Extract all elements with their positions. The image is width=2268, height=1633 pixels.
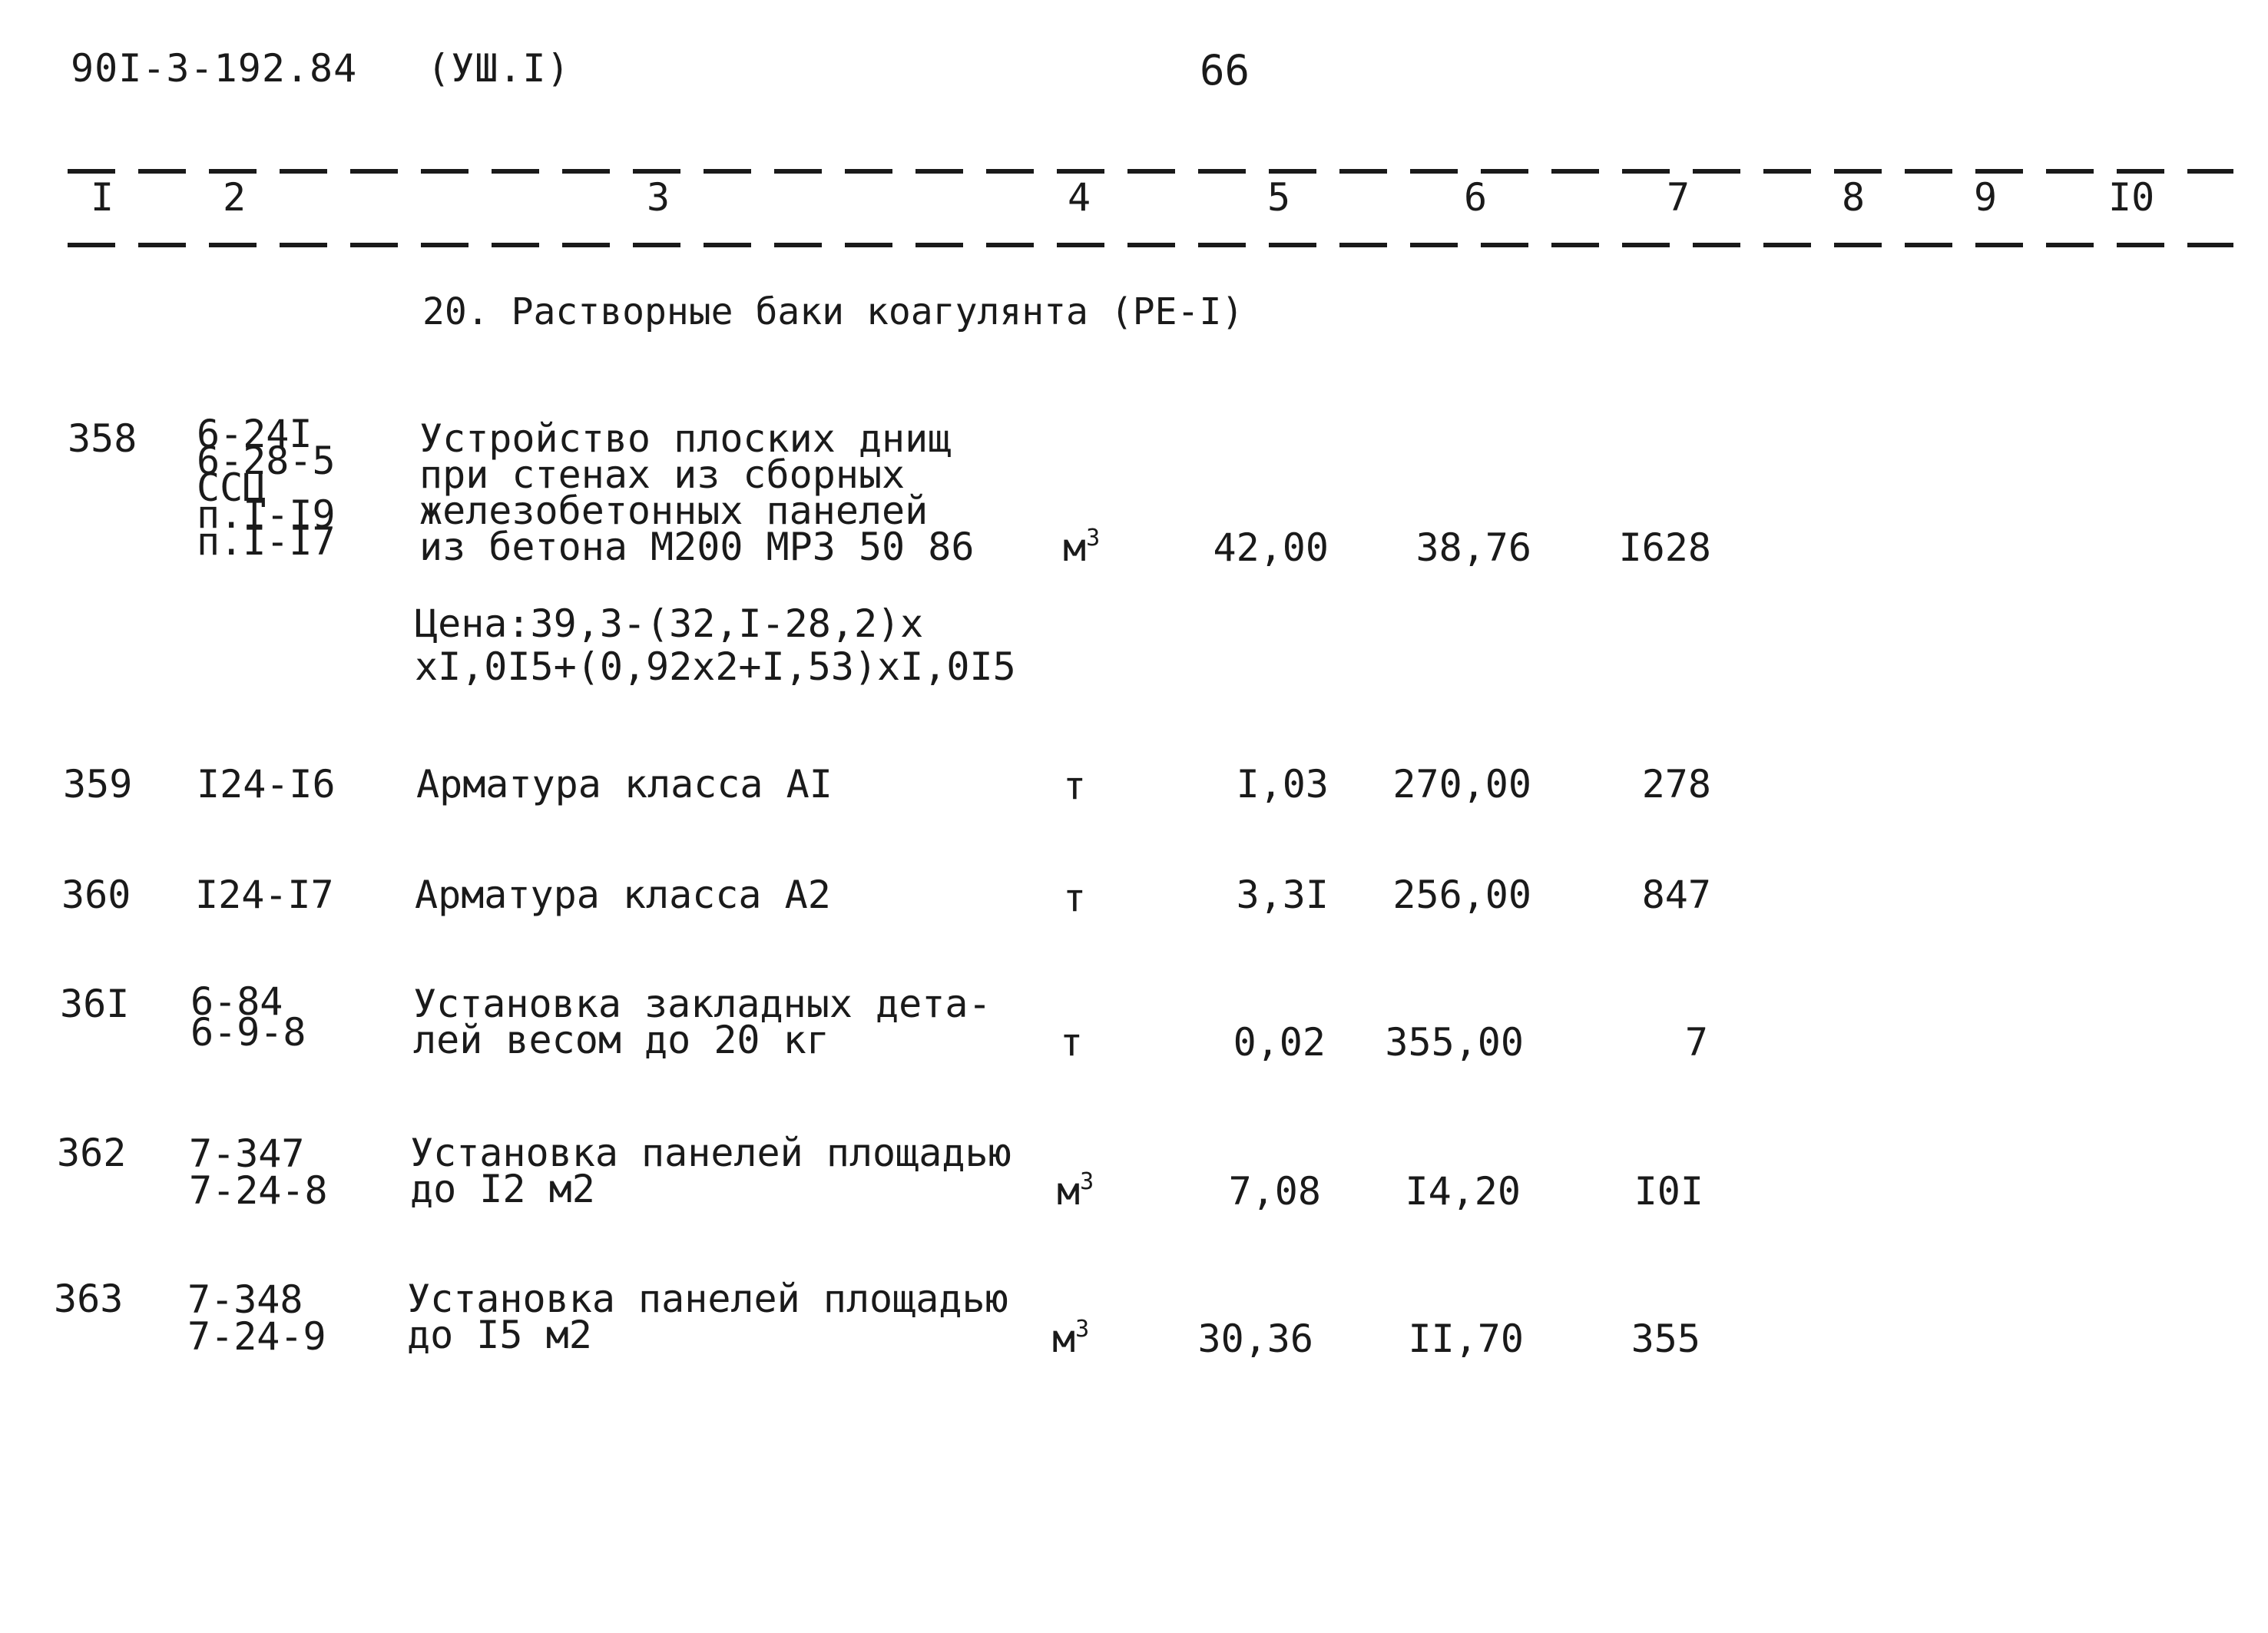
row-number: 363 bbox=[54, 1277, 124, 1321]
row-description: Арматура класса АI bbox=[416, 762, 833, 807]
row-total: 7 bbox=[1684, 1020, 1708, 1065]
row-quantity: I,03 bbox=[1236, 762, 1329, 807]
row-unit: т bbox=[1063, 764, 1087, 808]
page-number: 66 bbox=[1200, 46, 1250, 94]
row-description: Установка панелей площадью до I2 м2 bbox=[410, 1131, 1011, 1211]
album-label: (УШ.I) bbox=[427, 46, 571, 91]
row-unit: $м^3$ bbox=[1052, 1316, 1090, 1361]
column-number-10: I0 bbox=[2108, 175, 2155, 220]
row-total: I0I bbox=[1634, 1169, 1703, 1214]
row-price: II,70 bbox=[1408, 1317, 1524, 1361]
column-number-1: I bbox=[91, 175, 114, 220]
row-price: 355,00 bbox=[1385, 1020, 1524, 1065]
bottom-dashed-rule bbox=[68, 243, 2233, 247]
column-number-4: 4 bbox=[1068, 175, 1091, 220]
row-total: I628 bbox=[1618, 525, 1711, 570]
document-code: 90I-3-192.84 bbox=[71, 46, 358, 91]
row-total: 847 bbox=[1641, 873, 1711, 917]
section-title: 20. Растворные баки коагулянта (РЕ-I) bbox=[422, 290, 1244, 333]
row-unit: $м^3$ bbox=[1057, 1168, 1094, 1214]
row-unit: $м^3$ bbox=[1063, 525, 1101, 570]
row-unit: т bbox=[1063, 876, 1087, 920]
row-codes: 6-84 6-9-8 bbox=[190, 979, 306, 1055]
column-number-5: 5 bbox=[1267, 175, 1291, 220]
row-price: 256,00 bbox=[1392, 873, 1531, 917]
row-total: 278 bbox=[1641, 762, 1711, 807]
row-number: 36I bbox=[60, 982, 130, 1026]
column-number-8: 8 bbox=[1842, 175, 1866, 220]
row-quantity: 0,02 bbox=[1233, 1020, 1326, 1065]
row-number: 360 bbox=[61, 873, 131, 917]
row-price-formula: Цена:39,3-(32,I-28,2)х хI,0I5+(0,92х2+I,53)хI,0I5 bbox=[415, 601, 1016, 689]
row-number: 362 bbox=[57, 1131, 127, 1175]
row-codes: I24-I6 bbox=[197, 762, 336, 807]
row-codes: I24-I7 bbox=[195, 873, 334, 917]
row-quantity: 7,08 bbox=[1228, 1169, 1321, 1214]
column-number-3: 3 bbox=[647, 175, 670, 220]
row-description: Арматура класса А2 bbox=[415, 873, 831, 917]
column-number-9: 9 bbox=[1974, 175, 1998, 220]
row-total: 355 bbox=[1631, 1317, 1700, 1361]
row-codes: 7-348 7-24-9 bbox=[187, 1277, 326, 1359]
row-codes: 7-347 7-24-8 bbox=[189, 1131, 328, 1213]
row-codes: 6-24I 6-28-5 ССЦ п.I-I9 п.I-I7 bbox=[197, 412, 336, 564]
row-price: 38,76 bbox=[1415, 525, 1531, 570]
column-number-6: 6 bbox=[1464, 175, 1488, 220]
column-number-7: 7 bbox=[1667, 175, 1690, 220]
row-price: 270,00 bbox=[1392, 762, 1531, 807]
row-number: 358 bbox=[68, 416, 137, 461]
row-quantity: 30,36 bbox=[1197, 1317, 1313, 1361]
top-dashed-rule bbox=[68, 169, 2233, 174]
row-quantity: 3,3I bbox=[1236, 873, 1329, 917]
column-number-2: 2 bbox=[223, 175, 247, 220]
row-number: 359 bbox=[63, 762, 133, 807]
row-description: Установка панелей площадью до I5 м2 bbox=[407, 1277, 1008, 1357]
row-unit: т bbox=[1060, 1020, 1084, 1065]
row-price: I4,20 bbox=[1405, 1169, 1521, 1214]
row-description: Установка закладных дета- лей весом до 20 кг bbox=[413, 982, 992, 1062]
row-quantity: 42,00 bbox=[1213, 525, 1329, 570]
row-description: Устройство плоских днищ при стенах из сборных железобетонных панелей из бетона М200 МРЗ 50 86 bbox=[419, 416, 975, 569]
